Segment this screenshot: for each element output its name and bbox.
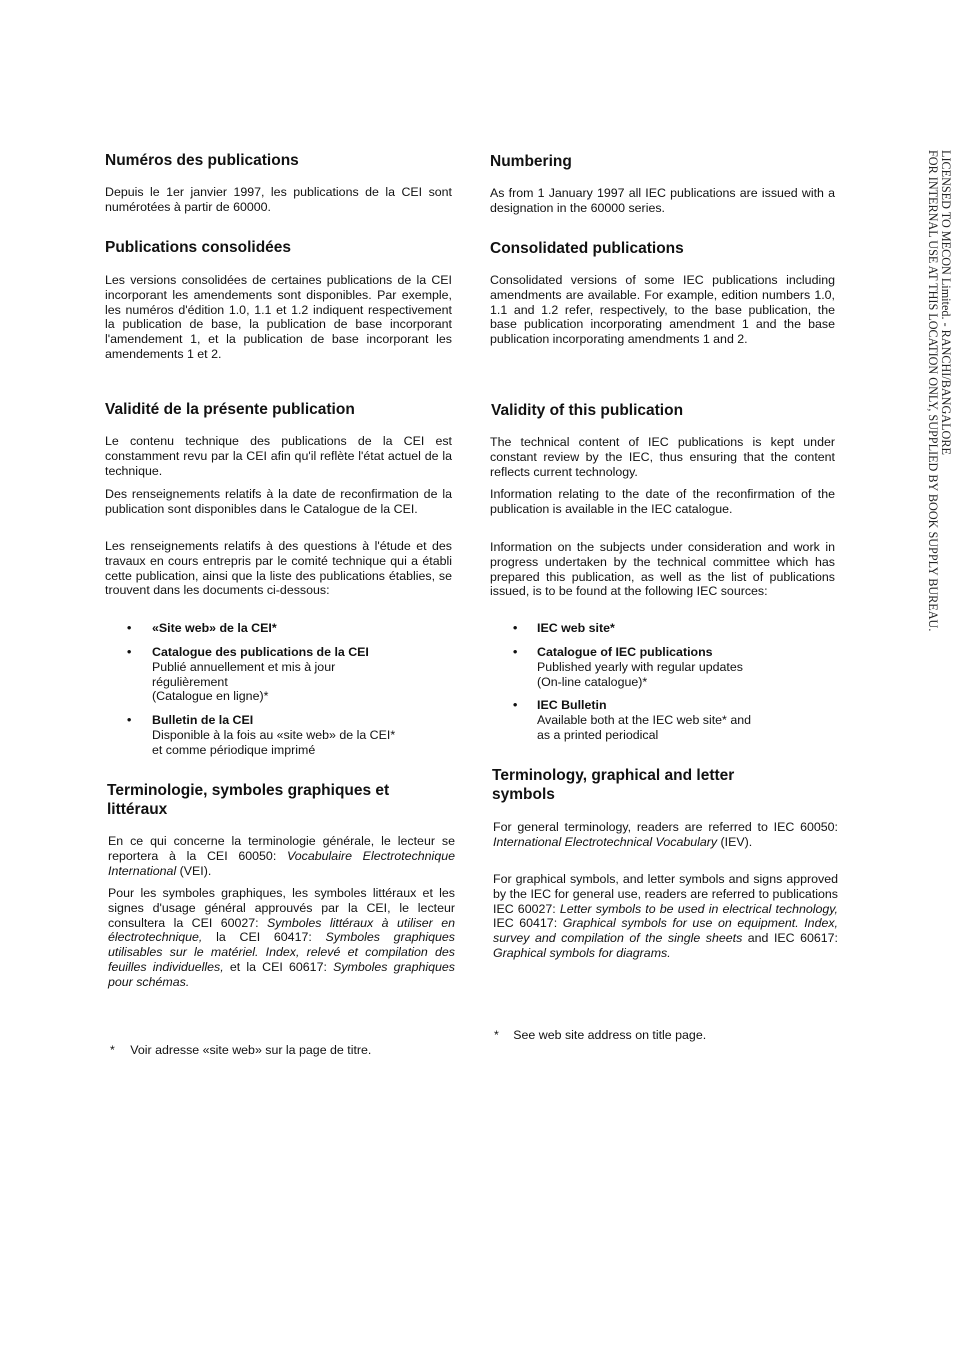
numbering-text-en: As from 1 January 1997 all IEC publications are issued with a designation in the 60000 series. [490,186,835,215]
validity-text-2-en: Information relating to the date of the reconfirmation of the publication is available in the IEC catalogue. [490,487,835,516]
license-stamp [918,150,954,940]
english-column [490,0,839,1345]
footnote-text: Voir adresse «site web» sur la page de titre. [130,1043,372,1057]
numbering-heading-fr: Numéros des publications [105,152,299,169]
terminology-text-1-fr: En ce qui concerne la terminologie générale, le lecteur se reportera à la CEI 60050: Vocabulaire Electrotechnique International (VEI). [108,834,455,878]
source-line: Available both at the IEC web site* and [537,712,751,727]
footnote-fr [110,1043,371,1058]
validity-text-1-fr: Le contenu technique des publications de la CEI est constamment revu par la CEI afin qu'il reflète l'état actuel de la technique. [105,434,452,478]
terminology-heading-en: Terminology, graphical and letter symbols [492,767,735,803]
source-title: IEC Bulletin [537,698,607,712]
terminology-text-2-fr: Pour les symboles graphiques, les symboles littéraux et les signes d'usage général approuvés par la CEI, le lecteur consultera la CEI 60027: Symboles littéraux à utiliser en électrotechnique, la CEI 60417: Symboles graphiques utilisables sur le matériel. Index, relevé et compilation des feuilles individuelles, et la CEI 60617: Symboles graphiques pour schémas. [108,886,455,989]
bullet: • [513,698,518,712]
source-line: (On-line catalogue)* [537,674,648,689]
footnote-mark: * [110,1043,115,1057]
source-title: «Site web» de la CEI* [152,621,277,635]
validity-heading-en: Validity of this publication [491,402,684,419]
numbering-heading-en: Numbering [490,153,572,170]
source-line: et comme périodique imprimé [152,742,316,757]
source-line: Published yearly with regular updates [537,659,743,674]
sources-list-fr [127,621,457,761]
numbering-text-fr: Depuis le 1er janvier 1997, les publications de la CEI sont numérotées à partir de 60000. [105,185,452,214]
terminology-text-1-en: For general terminology, readers are referred to IEC 60050: International Electrotechnical Vocabulary (IEV). [493,820,838,849]
source-line: (Catalogue en ligne)* [152,689,269,704]
bullet: • [127,713,132,727]
validity-text-3-fr: Les renseignements relatifs à des questions à l'étude et des travaux en cours entrepris par le comité technique qui a établi cette publication, ainsi que la liste des publications établies, se trouvent dans les documents ci-dessous: [105,539,452,598]
consolidated-text-en: Consolidated versions of some IEC publications including amendments are available. For example, edition numbers 1.0, 1.1 and 1.2 refer, respectively, to the base publication, the base publication incorporating amendment 1 and the base publication incorporating amendments 1 and 2. [490,273,835,347]
terminology-heading-fr: Terminologie, symboles graphiques et littéraux [107,782,390,818]
sources-list-en [513,621,833,761]
source-title: IEC web site* [537,621,615,635]
source-line: régulièrement [152,674,228,689]
bullet: • [127,621,132,635]
footnote-en [494,1028,706,1043]
validity-text-1-en: The technical content of IEC publications is kept under constant review by the IEC, thus ensuring that the content reflects current technology. [490,435,835,479]
footnote-text: See web site address on title page. [513,1028,707,1042]
bullet: • [513,621,518,635]
consolidated-text-fr: Les versions consolidées de certaines publications de la CEI incorporant les amendements sont disponibles. Par exemple, les numéros d'édition 1.0, 1.1 et 1.2 indiquent respectivement la publication de base, la publication de base incorporant l'amendement 1, et la publication de base incorporant les amendements 1 et 2. [105,273,452,361]
consolidated-heading-en: Consolidated publications [490,240,684,257]
consolidated-heading-fr: Publications consolidées [105,239,292,256]
validity-text-2-fr: Des renseignements relatifs à la date de reconfirmation de la publication sont disponibles dans le Catalogue de la CEI. [105,487,452,516]
footnote-mark: * [494,1028,499,1042]
validity-heading-fr: Validité de la présente publication [105,401,355,418]
source-title: Catalogue des publications de la CEI [152,645,369,659]
validity-text-3-en: Information on the subjects under consideration and work in progress undertaken by the technical committee which has prepared this publication, as well as the list of publications issued, is to be found at the following IEC sources: [490,540,835,599]
source-line: Publié annuellement et mis à jour [152,659,336,674]
source-line: Disponible à la fois au «site web» de la CEI* [152,727,396,742]
french-column [105,0,455,1345]
bullet: • [513,645,518,659]
bullet: • [127,645,132,659]
source-line: as a printed periodical [537,727,659,742]
license-line-2: FOR INTERNAL USE AT THIS LOCATION ONLY, SUPPLIED BY BOOK SUPPLY BUREAU. [926,150,940,632]
terminology-text-2-en: For graphical symbols, and letter symbols and signs approved by the IEC for general use, readers are referred to publications IEC 60027: Letter symbols to be used in electrical technology, IEC 60417: Graphical symbols for use on equipment. Index, survey and compilation of the single sheets and IEC 60617: Graphical symbols for diagrams. [493,872,839,960]
source-title: Bulletin de la CEI [152,713,254,727]
license-line-1: LICENSED TO MECON Limited. - RANCHI/BANGALORE [939,150,953,455]
source-title: Catalogue of IEC publications [537,645,713,659]
